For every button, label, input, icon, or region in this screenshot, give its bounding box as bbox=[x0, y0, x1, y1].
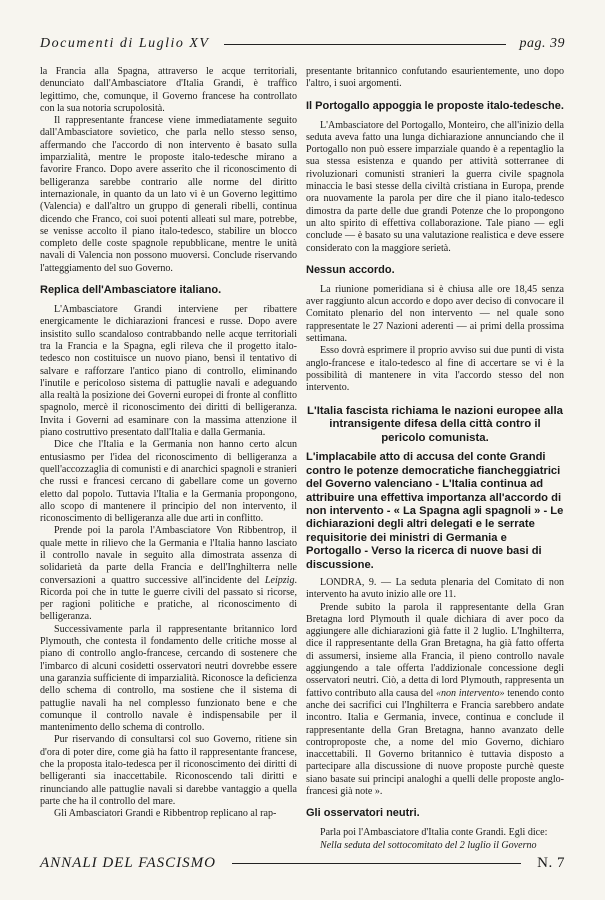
text-run: Prende subito la parola il rappresentante della Gran Bretagna lord Plymouth il quale dichiara di aver poco da aggiungere alle dichiarazioni già fatte il 2 luglio. L'Inghilterra, dice il rappresentante della Gran Bretagna, ha già fatto offerta di assumersi, insieme alla Francia, il pieno controllo navale aggiungendo a tale offerta l'addizionale concessione degli osservatori neutri. Ciò, a detta di lord Plymouth, rappresenta un fattivo contributo alla causa del bbox=[306, 601, 564, 699]
text-run: Prende poi la parola l'Ambasciatore Von Ribbentrop, il quale mette in rilievo che la Germania e l'Italia hanno lasciato il controllo navale in seguito alla dimostrata assenza di solidarietà da parte della Francia e dell'Inghilterra nelle conversazioni a quattro successive all'incidente del bbox=[40, 525, 297, 586]
article-headline: L'Italia fascista richiama le nazioni europee alla intransigente difesa della città contro il pericolo comunista. bbox=[307, 404, 563, 444]
section-heading-replica: Replica dell'Ambasciatore italiano. bbox=[40, 284, 222, 297]
footer-rule bbox=[232, 863, 521, 864]
ship-name-leipzig: Leipzig bbox=[264, 574, 295, 586]
paragraph bbox=[306, 602, 564, 799]
page-footer bbox=[40, 852, 565, 874]
paragraph: Esso dovrà esprimere il proprio avviso sui due punti di vista anglo-francese e italo-tedesco al fine di accertare se vi è la possibilità di mantenere in vita l'accordo stesso del non intervento. bbox=[306, 345, 564, 394]
paragraph: La riunione pomeridiana si è chiusa alle ore 18,45 senza aver raggiunto alcun accordo e dopo aver deciso di convocare il Comitato plenario del non intervento — nel quale sono rappresentate le 27 Nazioni aderenti — ai primi della prossima settimana. bbox=[306, 283, 564, 345]
section-heading-portogallo: Il Portogallo appoggia le proposte italo-tedesche. bbox=[306, 99, 564, 112]
paragraph: la Francia alla Spagna, attraverso le acque territoriali, denunciato dall'Ambasciatore d'Italia Grandi, è traffico legittimo, che, comunque, il Governo francese ha controllato con la sua notoria scrupolosità. bbox=[40, 66, 297, 114]
article-deck: L'implacabile atto di accusa del conte Grandi contro le potenze democratiche fiancheggiatrici del Governo valenciano - L'Italia continua ad attribuire una effettiva importanza all'accordo di non intervento - « La Spagna agli spagnoli » - Le dichiarazioni degli altri delegati e le serrate requisitorie dei ministri di Germania e Portogallo - Verso la ricerca di nuove basi di discussione. bbox=[306, 451, 564, 571]
paragraph: L'Ambasciatore Grandi interviene per ribattere energicamente le dichiarazioni francesi e russe. Dopo avere insistito sullo scandaloso contrabbando nelle acque territoriali tra la Francia e la Spagna, egli rileva che il progetto italo-tedesco non costituisce un nuovo piano, bensì il tentativo di salvare e rafforzare l'antico piano di controllo, eliminando l'inutile e pericoloso sistema di pattuglie navali e adeguando alla realtà la posizione dei Governi europei di fronte al conflitto spagnolo, mercè il riconoscimento dei diritti di belligeranza. Invita i Governi ad esaminare con la massima attenzione il piano costruttivo presentato dall'Italia e dalla Germania. bbox=[40, 304, 297, 439]
paragraph: L'Ambasciatore del Portogallo, Monteiro, che all'inizio della seduta aveva fatto una lunga dichiarazione annunciando che il Portogallo non può essere imparziale quando è a repentaglio la sua stessa esistenza e quando per attività sotterranee di rivoluzionari comunisti stranieri la guerra civile spagnola minaccia le basi stesse della civiltà cristiana in Europa, prende ora nuovamente la parola per dire che il piano italo-tedesco dimostra da parte delle due grandi Potenze che lo propongono un alto spirito di effettiva collaborazione. Tale piano — egli conclude — è basato su una valutazione realistica e deve essere considerato con la maggiore serietà. bbox=[306, 119, 564, 254]
header-rule bbox=[224, 44, 506, 45]
page-number: pag. 39 bbox=[519, 36, 565, 51]
paragraph: Il rappresentante francese viene immediatamente seguito dall'Ambasciatore sovietico, che parla nello stesso senso, affermando che l'accordo di non intervento è basato sulla imparzialità, mentre le proposte italo-tedesche mirano a favorire Franco. Dopo avere asserito che il riconoscimento di belligeranza sarebbe contrario alle norme del diritto internazionale, in quanto da un lato vi è un Governo legittimo (Valencia) e dall'altro un gruppo di generali ribelli, continua dicendo che Franco, coi suoi potenti alleati sul mare, potrebbe, se venisse accolto il piano italo-tedesco, stabilire un blocco completo delle coste spagnole repubblicane, mentre le unità navali di Valencia non possono muoversi. Conclude riservando l'atteggiamento del suo Governo. bbox=[40, 115, 297, 274]
issue-number: N. 7 bbox=[537, 854, 565, 871]
paragraph: Successivamente parla il rappresentante britannico lord Plymouth, che contesta il fondamento delle critiche mosse al piano di controllo anglo-francese, cercando di sostenere che l'imbarco di alcuni cosidetti osservatori neutri dovrebbe essere una garanzia sufficiente di imparzialità. Riconosce la deficienza dello schema di controllo, ma sostiene che il sistema di pattuglie navali ha nel complesso funzionato bene e che comunque il controllo navale è indispensabile per il mantenimento dello schema di controllo. bbox=[40, 623, 298, 734]
running-title: Documenti di Luglio XV bbox=[40, 36, 210, 51]
paragraph: Parla poi l'Ambasciatore d'Italia conte Grandi. Egli dice: bbox=[320, 827, 548, 839]
paragraph bbox=[40, 525, 297, 623]
italic-quote: «non intervento» bbox=[435, 687, 505, 699]
text-run: tenendo conto anche dei sacrifici cui l'Inghilterra e Francia sarebbero andate incontro. Italia e Germania, invece, continua e conclude il rappresentante della Gran Bretagna, hanno avanzato delle controproposte che, a nome del mio Governo, dichiaro inaccettabili. Il Governo britannico è tuttavia disposto a partecipare alla discussione di nuove proposte purchè queste siano basate sui principi analoghi a quelli delle proposte anglo-francesi già note ». bbox=[306, 687, 564, 798]
paragraph: LONDRA, 9. — La seduta plenaria del Comitato di non intervento ha avuto inizio alle ore 11. bbox=[306, 576, 564, 601]
text-run: . Ricorda poi che in tutte le guerre civili del passato si ricorse, per ragioni politiche e pratiche, al riconoscimento di belligeranza. bbox=[40, 574, 297, 623]
paragraph: Gli Ambasciatori Grandi e Ribbentrop replicano al rap- bbox=[54, 808, 277, 820]
paragraph: Pur riservando di consultarsi col suo Governo, ritiene sin d'ora di poter dire, come già ha fatto il rappresentante francese, che la proposta italo-tedesca per il riconoscimento dei diritti di belligeranti sia inaccettabile. Riconoscendo tali diritti e rinunciando alle pattuglie navali si darebbe vantaggio a quella parte che ha il controllo del mare. bbox=[40, 734, 297, 807]
right-column bbox=[306, 66, 564, 851]
paragraph: Nella seduta del sottocomitato del 2 luglio il Governo bbox=[320, 839, 537, 851]
section-heading-osservatori: Gli osservatori neutri. bbox=[306, 807, 420, 820]
paragraph: Dice che l'Italia e la Germania non hanno certo alcun entusiasmo per l'idea del riconoscimento di belligeranza a quell'accozzaglia di comunisti e di anarchici spagnoli e stranieri che russi e francesi cercano di gabellare come un governo eletto dal popolo. Tuttavia l'Italia e la Germania propongono, allo scopo di mantenere il principio del non intervento, il riconoscimento di belligeranza alle due arti in conflitto. bbox=[40, 439, 297, 525]
journal-name: ANNALI DEL FASCISMO bbox=[40, 854, 216, 871]
paragraph: presentante britannico confutando esaurientemente, uno dopo l'altro, i suoi argomenti. bbox=[306, 66, 564, 90]
page-header bbox=[40, 34, 565, 54]
section-heading-nessun-accordo: Nessun accordo. bbox=[306, 263, 395, 276]
left-column bbox=[40, 66, 297, 836]
